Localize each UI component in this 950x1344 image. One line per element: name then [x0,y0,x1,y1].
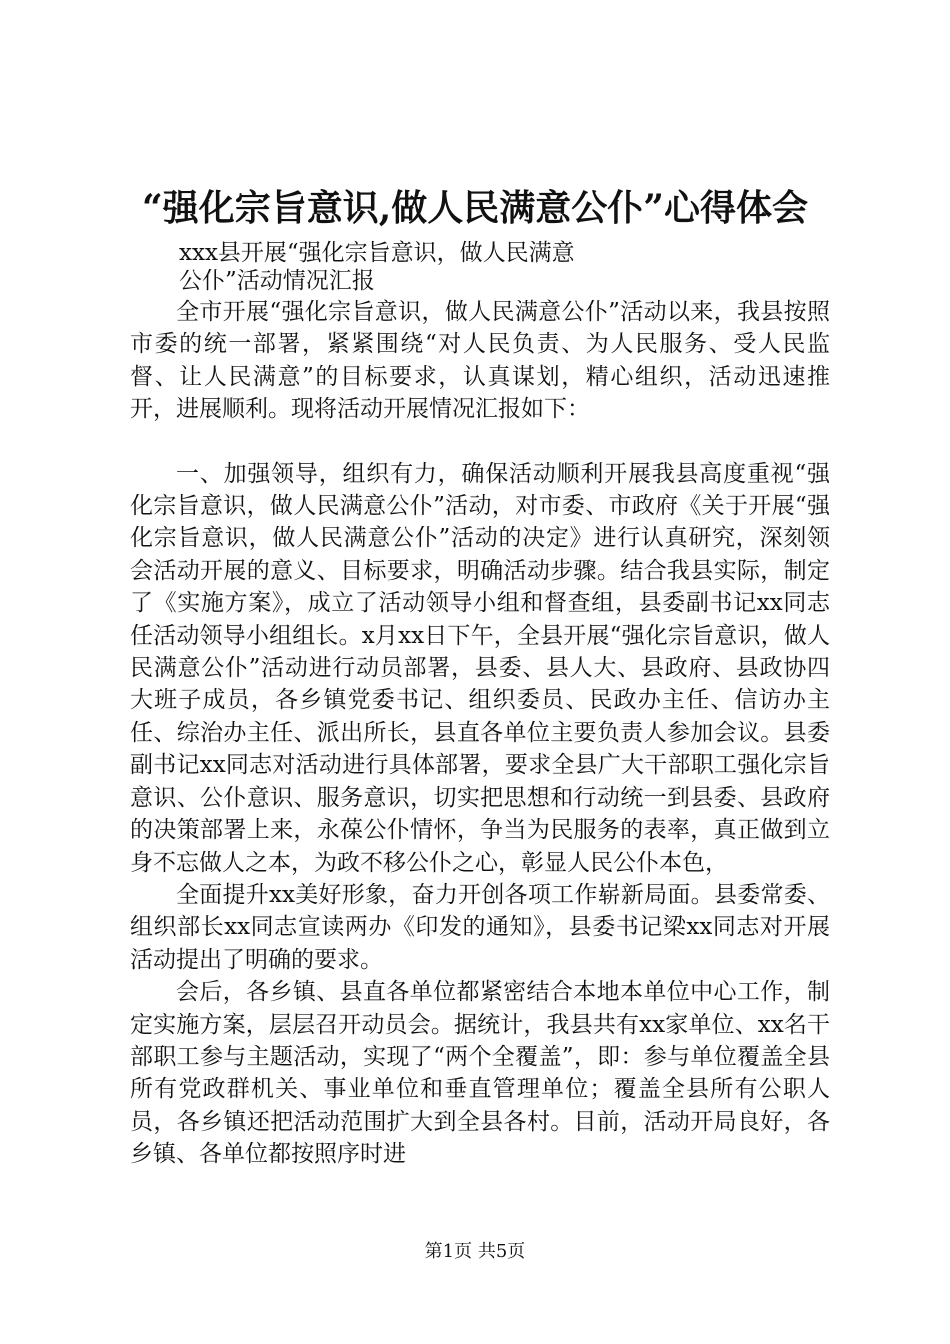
paragraph-intro: 全市开展“强化宗旨意识，做人民满意公仆”活动以来，我县按照市委的统一部署，紧紧围绕“对人民负责、为人民服务、受人民监督、让人民满意”的目标要求，认真谋划，精心组织，活动迅速推开，进展顺利。现将活动开展情况汇报如下： [130,299,830,423]
document-body [130,296,830,1171]
subtitle-line-2: 公仆”活动情况汇报 [179,268,375,294]
paragraph-follow-up: 会后，各乡镇、县直各单位都紧密结合本地本单位中心工作，制定实施方案，层层召开动员会。据统计，我县共有xx家单位、xx名干部职工参与主题活动，实现了“两个全覆盖”，即：参与单位覆盖全县所有党政群机关、事业单位和垂直管理单位；覆盖全县所有公职人员，各乡镇还把活动范围扩大到全县各村。目前，活动开局良好，各乡镇、各单位都按照序时进 [130,979,830,1168]
paragraph-section-one: 一、加强领导，组织有力，确保活动顺利开展我县高度重视“强化宗旨意识，做人民满意公仆”活动，对市委、市政府《关于开展“强化宗旨意识，做人民满意公仆”活动的决定》进行认真研究，深刻领会活动开展的意义、目标要求，明确活动步骤。结合我县实际，制定了《实施方案》，成立了活动领导小组和督查组，县委副书记xx同志任活动领导小组组长。x月xx日下午，全县开展“强化宗旨意识，做人民满意公仆”活动进行动员部署，县委、县人大、县政府、县政协四大班子成员，各乡镇党委书记、组织委员、民政办主任、信访办主任、综治办主任、派出所长，县直各单位主要负责人参加会议。县委副书记xx同志对活动进行具体部署，要求全县广大干部职工强化宗旨意识、公仆意识、服务意识，切实把思想和行动统一到县委、县政府的决策部署上来，永葆公仆情怀，争当为民服务的表率，真正做到立身不忘做人之本，为政不移公仆之心，彰显人民公仆本色， [130,460,830,876]
page-number-footer: 第1页 共5页 [424,1241,526,1262]
paragraph-image-promotion: 全面提升xx美好形象，奋力开创各项工作崭新局面。县委常委、组织部长xx同志宣读两办《印发的通知》，县委书记梁xx同志对开展活动提出了明确的要求。 [130,881,830,973]
subtitle-line-1: xxx县开展“强化宗旨意识，做人民满意 [179,240,575,266]
document-title: “强化宗旨意识,做人民满意公仆”心得体会 [142,187,808,229]
